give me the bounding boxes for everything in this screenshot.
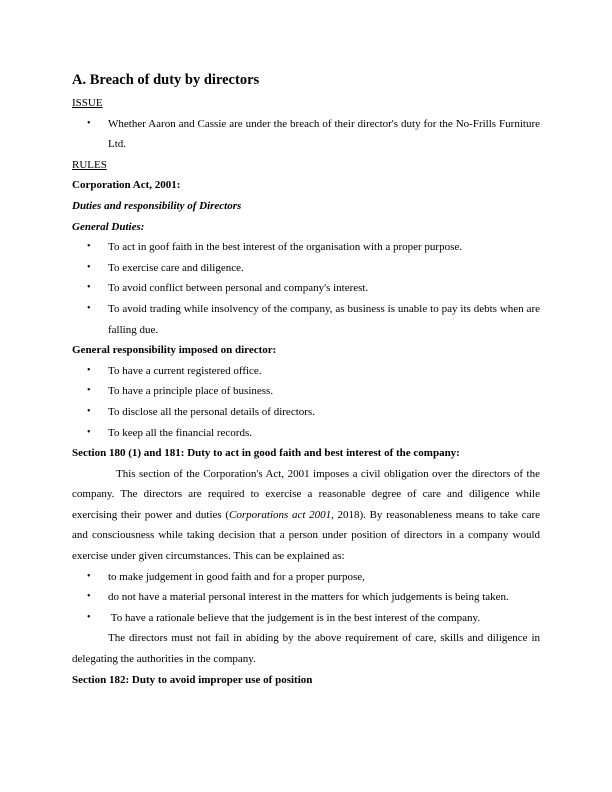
bullet-icon: • bbox=[87, 364, 91, 376]
list-item-text: To keep all the financial records. bbox=[108, 426, 252, 439]
list-item bbox=[72, 608, 540, 629]
bullet-icon: • bbox=[87, 241, 91, 253]
list-item-text: To exercise care and diligence. bbox=[108, 261, 244, 274]
list-item bbox=[72, 237, 540, 258]
list-item-text: To have a principle place of business. bbox=[108, 385, 274, 398]
issue-item bbox=[72, 114, 540, 155]
list-item-text: To act in goof faith in the best interest of the organisation with a proper purpose. bbox=[108, 241, 462, 254]
responsibility-label: General responsibility imposed on director: bbox=[72, 344, 277, 357]
bullet-icon: • bbox=[87, 117, 91, 129]
section-heading: A. Breach of duty by directors bbox=[72, 72, 260, 88]
list-item-text: To disclose all the personal details of directors. bbox=[108, 405, 315, 418]
closing-paragraph: The directors must not fail in abiding by the above requirement of care, skills and diligence in delegating the authorities in the company. bbox=[72, 632, 540, 666]
bullet-icon: • bbox=[87, 385, 91, 397]
bullet-icon: • bbox=[87, 261, 91, 273]
list-item bbox=[72, 258, 540, 279]
list-item bbox=[72, 299, 540, 340]
paragraph-text: , 2018). By reasonableness means to take care and consciousness while taking decision that a person under position of directors in a company would exercise under given circumstances. This can be explained as: bbox=[72, 508, 541, 563]
bullet-icon: • bbox=[87, 302, 91, 314]
bullet-icon: • bbox=[87, 405, 91, 417]
list-item-text: to make judgement in good faith and for a proper purpose, bbox=[108, 570, 365, 583]
list-item-text: To avoid conflict between personal and company's interest. bbox=[108, 282, 369, 295]
list-item bbox=[72, 278, 540, 299]
act-title: Corporation Act, 2001: bbox=[72, 179, 181, 192]
list-item bbox=[72, 381, 540, 402]
citation: Corporations act 2001 bbox=[229, 508, 332, 521]
issue-text: Whether Aaron and Cassie are under the breach of their director's duty for the No-Frills Furniture Ltd. bbox=[108, 117, 540, 151]
issue-label: ISSUE bbox=[72, 97, 103, 109]
list-item bbox=[72, 587, 540, 608]
list-item-text: To have a current registered office. bbox=[108, 364, 262, 377]
document-body bbox=[72, 69, 540, 690]
list-item bbox=[72, 402, 540, 423]
section-182-title: Section 182: Duty to avoid improper use of position bbox=[72, 673, 313, 686]
paragraph-text: This section of the Corporation's Act, 2001 imposes a civil obligation over the directors of the company. The directors are required to exercise a reasonable degree of care and diligence while exercising their power and duties ( bbox=[72, 467, 540, 521]
bullet-icon: • bbox=[87, 282, 91, 294]
list-item-text: To have a rationale believe that the judgement is in the best interest of the company. bbox=[108, 611, 481, 624]
bullet-icon: • bbox=[87, 570, 91, 582]
list-item bbox=[72, 423, 540, 444]
duties-subtitle: Duties and responsibility of Directors bbox=[72, 199, 242, 212]
section-180-title: Section 180 (1) and 181: Duty to act in good faith and best interest of the company: bbox=[72, 447, 460, 460]
rules-label: RULES bbox=[72, 158, 107, 171]
bullet-icon: • bbox=[87, 611, 91, 623]
general-duties-label: General Duties: bbox=[72, 220, 145, 233]
bullet-icon: • bbox=[87, 426, 91, 438]
section-180-paragraph bbox=[72, 464, 540, 567]
list-item bbox=[72, 567, 540, 588]
bullet-icon: • bbox=[87, 591, 91, 603]
list-item bbox=[72, 361, 540, 382]
list-item-text: do not have a material personal interest in the matters for which judgements is being taken. bbox=[108, 591, 509, 604]
list-item-text: To avoid trading while insolvency of the company, as business is unable to pay its debts when are falling due. bbox=[108, 302, 540, 336]
